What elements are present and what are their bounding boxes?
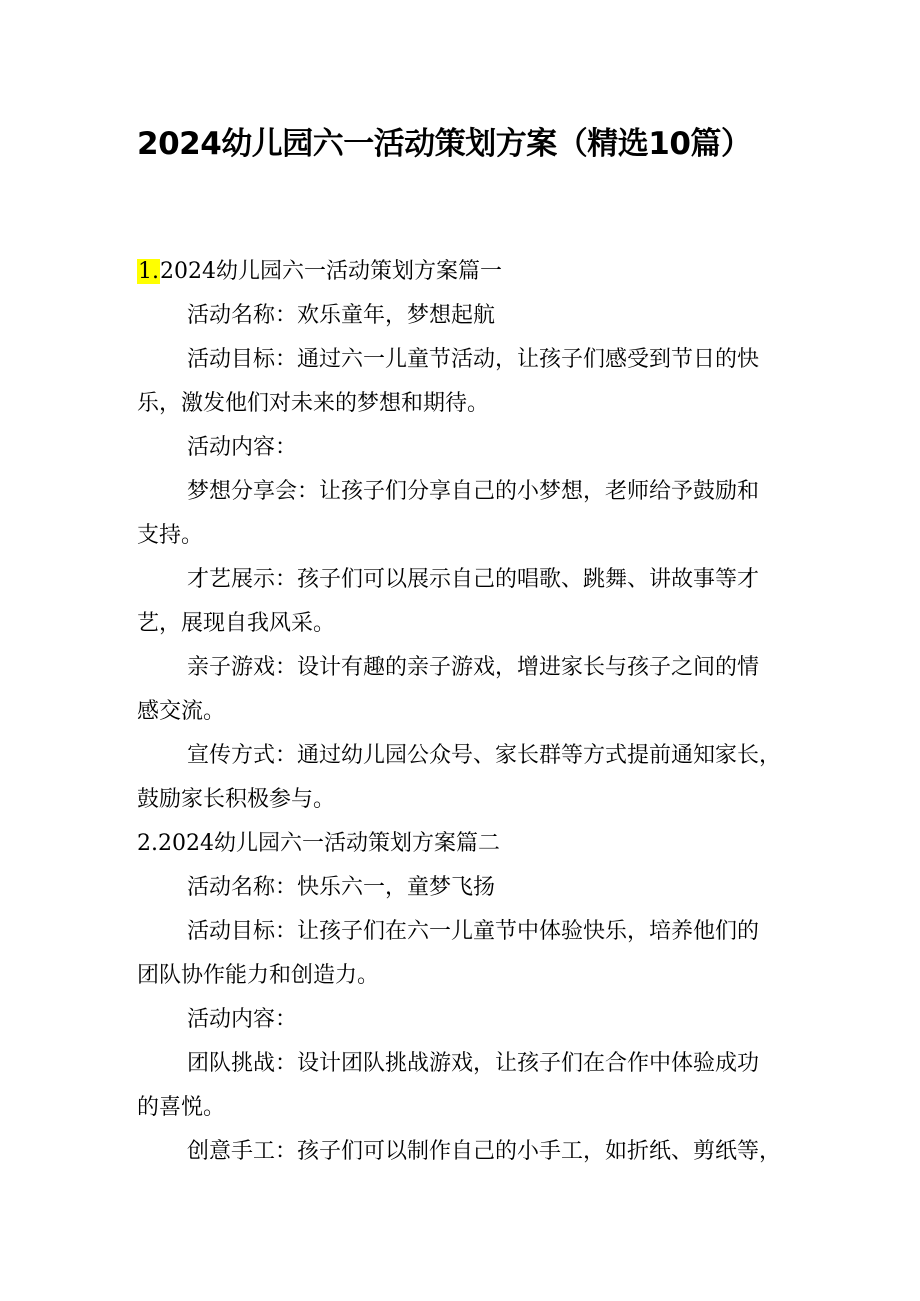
section-1-number: 1. (138, 259, 159, 284)
section-2-item-1-line-1: 团队挑战：设计团队挑战游戏，让孩子们在合作中体验成功 (187, 1051, 760, 1076)
section-2-heading: 2.2024幼儿园六一活动策划方案篇二 (137, 831, 500, 856)
section-1-item-1-line-2: 支持。 (137, 523, 204, 548)
section-1-item-2-line-1: 才艺展示：孩子们可以展示自己的唱歌、跳舞、讲故事等才 (187, 567, 760, 592)
section-2-goal-line-2: 团队协作能力和创造力。 (137, 963, 380, 988)
section-1-item-1-line-1: 梦想分享会：让孩子们分享自己的小梦想，老师给予鼓励和 (187, 479, 760, 504)
document-title: 2024幼儿园六一活动策划方案（精选10篇） (137, 126, 752, 162)
section-1-goal-line-1: 活动目标：通过六一儿童节活动，让孩子们感受到节日的快 (187, 347, 760, 372)
section-1-item-3-line-2: 感交流。 (137, 699, 226, 724)
section-2-activity-name: 活动名称：快乐六一，童梦飞扬 (187, 875, 496, 900)
section-1-promo-line-1: 宣传方式：通过幼儿园公众号、家长群等方式提前通知家长， (187, 743, 782, 768)
section-1-heading (137, 250, 502, 294)
section-1-promo-line-2: 鼓励家长积极参与。 (137, 787, 336, 812)
section-1-goal-line-2: 乐，激发他们对未来的梦想和期待。 (137, 391, 490, 416)
section-1-heading-text: 2024幼儿园六一活动策划方案篇一 (160, 259, 502, 284)
section-1-item-3-line-1: 亲子游戏：设计有趣的亲子游戏，增进家长与孩子之间的情 (187, 655, 760, 680)
section-1-content-label: 活动内容： (187, 435, 298, 460)
section-1-item-2-line-2: 艺，展现自我风采。 (137, 611, 336, 636)
section-2-goal-line-1: 活动目标：让孩子们在六一儿童节中体验快乐，培养他们的 (187, 919, 760, 944)
section-1-activity-name: 活动名称：欢乐童年，梦想起航 (187, 303, 496, 328)
section-2-item-2-line-1: 创意手工：孩子们可以制作自己的小手工，如折纸、剪纸等， (187, 1139, 782, 1164)
section-2-item-1-line-2: 的喜悦。 (137, 1095, 226, 1120)
section-2-content-label: 活动内容： (187, 1007, 298, 1032)
